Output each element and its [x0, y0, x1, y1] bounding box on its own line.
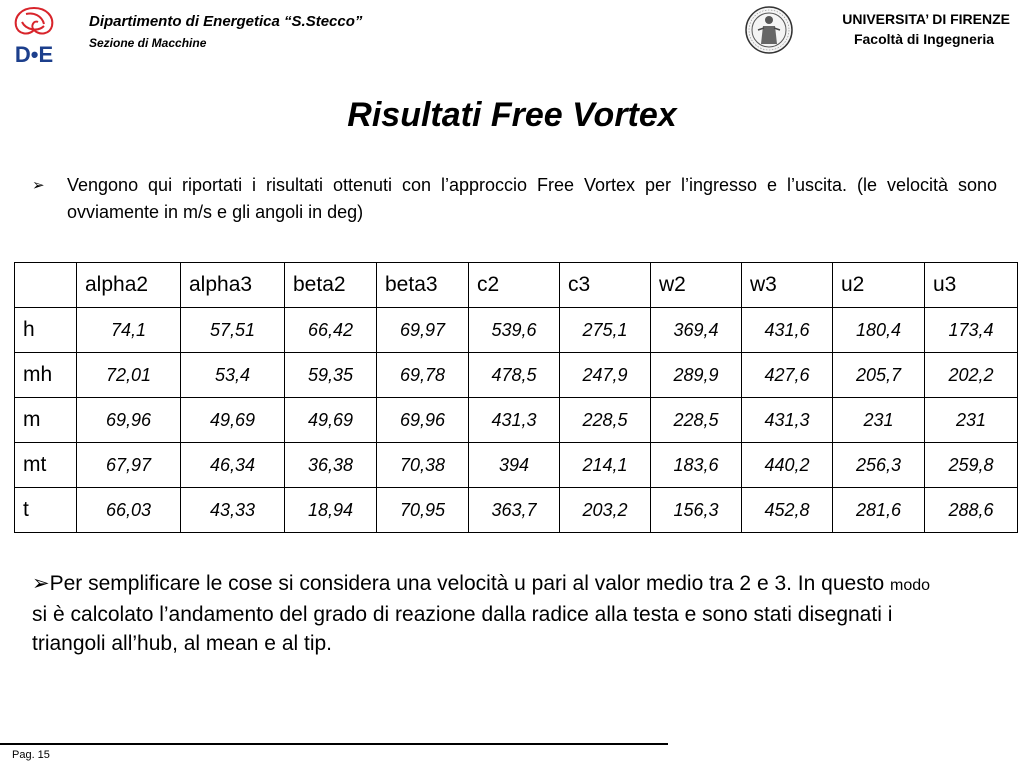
table-cell: 74,1 — [77, 308, 181, 353]
table-cell: 281,6 — [833, 488, 925, 533]
row-label: m — [15, 398, 77, 443]
table-cell: 69,78 — [377, 353, 469, 398]
table-row — [15, 488, 1018, 533]
table-cell: 452,8 — [742, 488, 833, 533]
table-cell: 214,1 — [560, 443, 651, 488]
table-cell: 228,5 — [651, 398, 742, 443]
table-row — [15, 443, 1018, 488]
column-header: beta2 — [285, 263, 377, 308]
table-cell: 431,3 — [742, 398, 833, 443]
table-cell: 66,03 — [77, 488, 181, 533]
table-cell: 53,4 — [181, 353, 285, 398]
table-cell: 231 — [833, 398, 925, 443]
arrow-bullet-icon: ➢ — [32, 177, 45, 194]
results-table — [14, 262, 1018, 533]
table-cell: 69,96 — [377, 398, 469, 443]
table-cell: 369,4 — [651, 308, 742, 353]
corner-cell — [15, 263, 77, 308]
table-cell: 394 — [469, 443, 560, 488]
conclusion-bullet — [32, 569, 932, 658]
table-cell: 431,6 — [742, 308, 833, 353]
table-row — [15, 308, 1018, 353]
intro-text: Vengono qui riportati i risultati ottenuti con l’approccio Free Vortex per l’ingresso e l’uscita. (le velocità sono ovviamente in m/s e gli angoli in deg) — [67, 175, 997, 222]
table-cell: 69,96 — [77, 398, 181, 443]
table-cell: 66,42 — [285, 308, 377, 353]
conclusion-text-part1: Per semplificare le cose si considera una velocità u pari al valor medio tra 2 e 3. In questo — [49, 572, 891, 595]
table-cell: 70,38 — [377, 443, 469, 488]
table-cell: 59,35 — [285, 353, 377, 398]
section-name: Sezione di Macchine — [89, 36, 207, 50]
column-header: c3 — [560, 263, 651, 308]
table-cell: 69,97 — [377, 308, 469, 353]
column-header: u3 — [925, 263, 1018, 308]
table-cell: 259,8 — [925, 443, 1018, 488]
faculty-name: Facoltà di Ingegneria — [853, 31, 994, 47]
university-name: UNIVERSITA’ DI FIRENZE — [842, 11, 1010, 27]
table-row — [15, 353, 1018, 398]
row-label: mt — [15, 443, 77, 488]
conclusion-text-small: modo — [890, 577, 931, 594]
table-cell: 180,4 — [833, 308, 925, 353]
table-cell: 72,01 — [77, 353, 181, 398]
table-cell: 256,3 — [833, 443, 925, 488]
table-cell: 57,51 — [181, 308, 285, 353]
table-cell: 539,6 — [469, 308, 560, 353]
column-header: w2 — [651, 263, 742, 308]
de-logo-icon — [4, 2, 64, 66]
slide-title: Risultati Free Vortex — [347, 96, 677, 134]
table-cell: 231 — [925, 398, 1018, 443]
table-cell: 183,6 — [651, 443, 742, 488]
table-cell: 67,97 — [77, 443, 181, 488]
column-header: alpha3 — [181, 263, 285, 308]
table-cell: 70,95 — [377, 488, 469, 533]
table-cell: 173,4 — [925, 308, 1018, 353]
column-header: w3 — [742, 263, 833, 308]
table-cell: 275,1 — [560, 308, 651, 353]
table-header-row — [15, 263, 1018, 308]
intro-bullet — [32, 172, 997, 226]
conclusion-text-part2: si è calcolato l’andamento del grado di reazione dalla radice alla testa e sono stati disegnati i triangoli all’hub, al mean e al tip. — [32, 603, 893, 655]
footer-divider — [0, 743, 668, 745]
table-cell: 202,2 — [925, 353, 1018, 398]
column-header: alpha2 — [77, 263, 181, 308]
column-header: u2 — [833, 263, 925, 308]
table-cell: 46,34 — [181, 443, 285, 488]
table-cell: 289,9 — [651, 353, 742, 398]
logo-text: D•E — [14, 42, 54, 66]
page-number: Pag. 15 — [12, 749, 50, 761]
table-cell: 36,38 — [285, 443, 377, 488]
table-cell: 288,6 — [925, 488, 1018, 533]
arrow-bullet-icon: ➢ — [32, 572, 50, 595]
column-header: beta3 — [377, 263, 469, 308]
table-cell: 247,9 — [560, 353, 651, 398]
table-cell: 431,3 — [469, 398, 560, 443]
table-cell: 440,2 — [742, 443, 833, 488]
table-cell: 18,94 — [285, 488, 377, 533]
table-cell: 228,5 — [560, 398, 651, 443]
row-label: mh — [15, 353, 77, 398]
table-cell: 156,3 — [651, 488, 742, 533]
table-cell: 205,7 — [833, 353, 925, 398]
table-cell: 43,33 — [181, 488, 285, 533]
column-header: c2 — [469, 263, 560, 308]
table-row — [15, 398, 1018, 443]
table-cell: 427,6 — [742, 353, 833, 398]
department-name: Dipartimento di Energetica “S.Stecco” — [89, 13, 363, 30]
table-cell: 49,69 — [285, 398, 377, 443]
table-cell: 363,7 — [469, 488, 560, 533]
table-cell: 478,5 — [469, 353, 560, 398]
row-label: t — [15, 488, 77, 533]
university-seal-icon — [744, 4, 794, 56]
table-cell: 49,69 — [181, 398, 285, 443]
table-cell: 203,2 — [560, 488, 651, 533]
row-label: h — [15, 308, 77, 353]
